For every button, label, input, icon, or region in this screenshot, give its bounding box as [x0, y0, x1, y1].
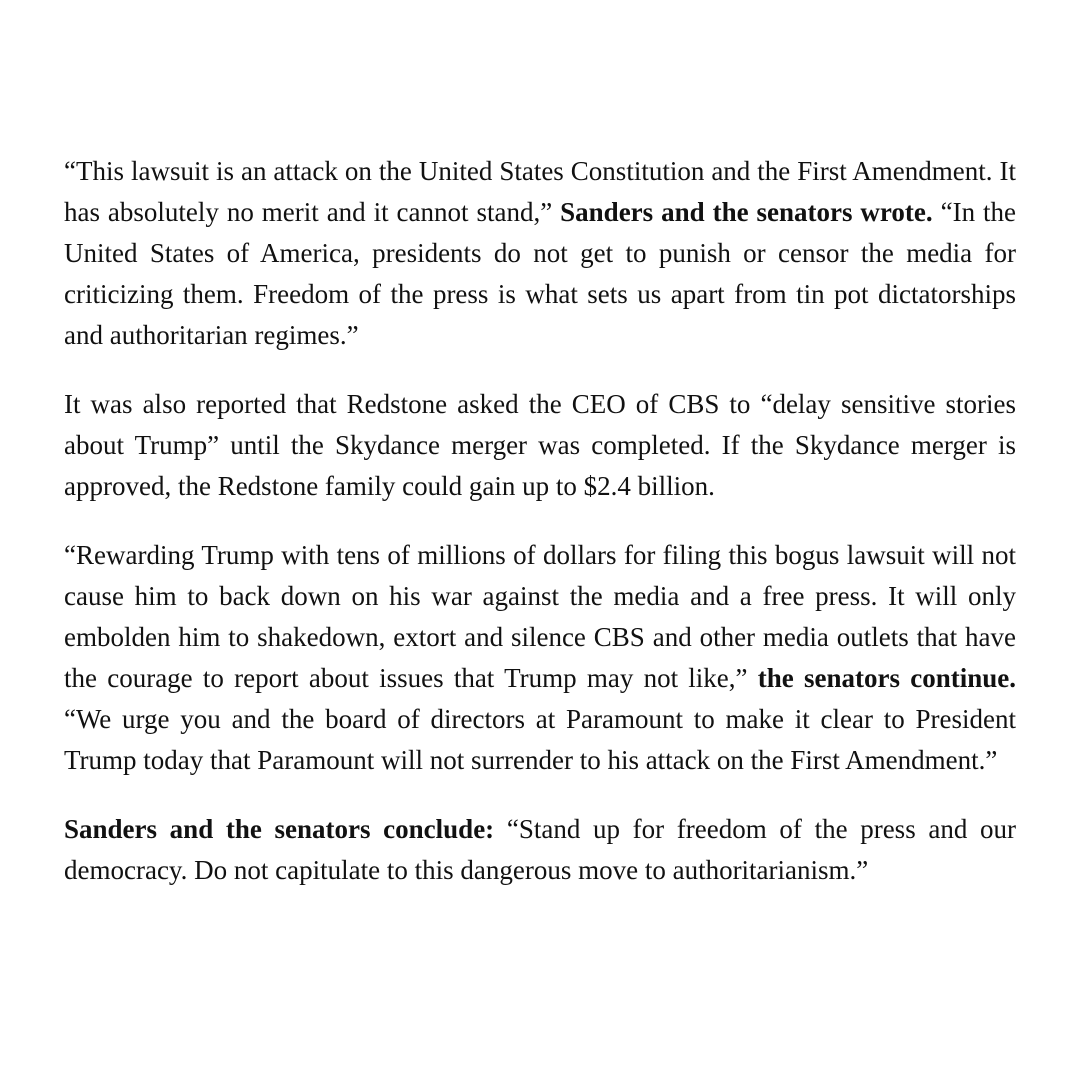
text-segment: It was also reported that Redstone asked the CEO of CBS to “delay sensitive stories about Trump” until the Skydance merger was completed. If the Skydance merger is approved, the Redstone family could gain up to $2.4 billion. [64, 389, 1016, 501]
attribution-bold: the senators continue. [757, 663, 1016, 693]
text-segment: “Stand up for freedom of the press and our democracy. Do not capitulate to this dangerous move to authoritarianism.” [64, 814, 1016, 885]
attribution-bold: Sanders and the senators conclude: [64, 814, 495, 844]
paragraph-conclusion [64, 809, 1016, 891]
text-segment: “This lawsuit is an attack on the United States Constitution and the First Amendment. It has absolutely no merit and it cannot stand,” [64, 156, 1016, 227]
text-segment: “We urge you and the board of directors at Paramount to make it clear to President Trump today that Paramount will not surrender to his attack on the First Amendment.” [64, 704, 1016, 775]
article-body [64, 151, 1016, 891]
text-segment: “In the United States of America, presidents do not get to punish or censor the media for criticizing them. Freedom of the press is what sets us apart from tin pot dictatorships and authoritarian regimes.” [64, 197, 1016, 350]
paragraph-lawsuit-quote [64, 151, 1016, 356]
paragraph-redstone-report [64, 384, 1016, 507]
attribution-bold: Sanders and the senators wrote. [560, 197, 933, 227]
text-segment: “Rewarding Trump with tens of millions of dollars for filing this bogus lawsuit will not cause him to back down on his war against the media and a free press. It will only embolden him to shakedown, extort and silence CBS and other media outlets that have the courage to report about issues that Trump may not like,” [64, 540, 1016, 693]
paragraph-rewarding-trump-quote [64, 535, 1016, 781]
